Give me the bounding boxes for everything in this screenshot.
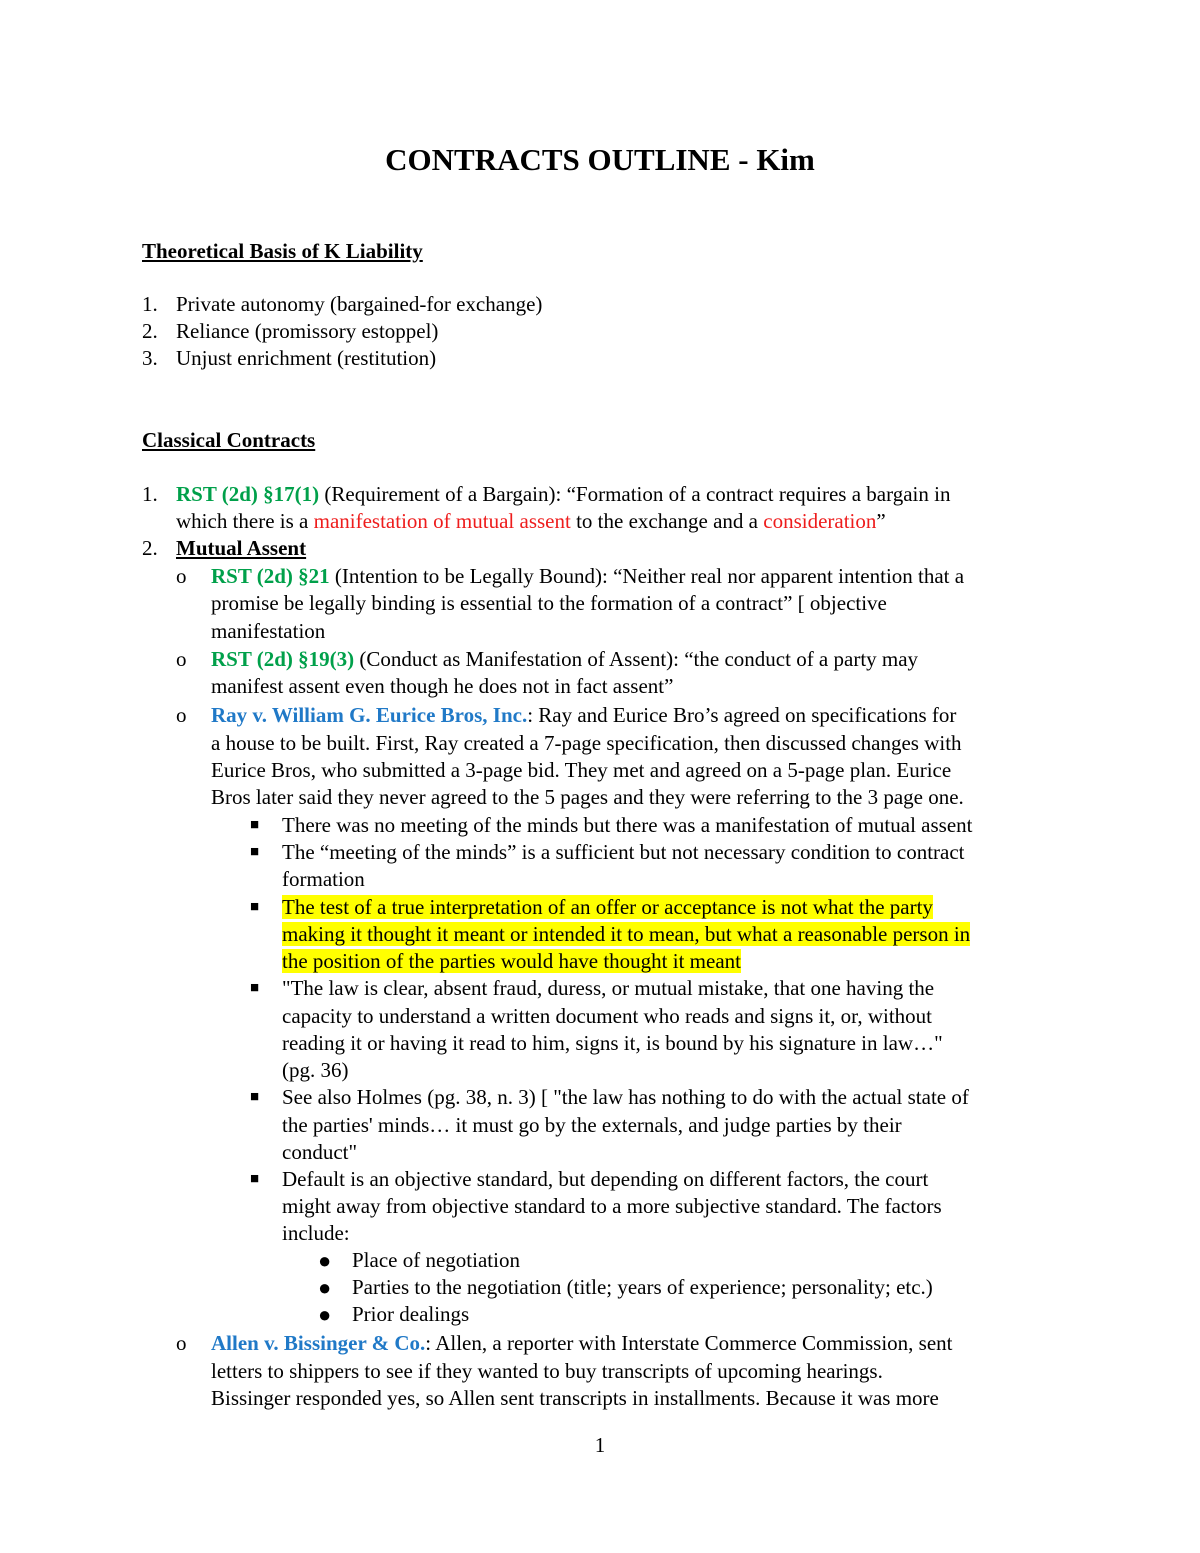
circle-bullet-icon: o <box>176 1331 187 1355</box>
list-item-text: Private autonomy (bargained-for exchange) <box>176 292 543 316</box>
rst-17-text <box>176 481 1066 508</box>
square-bullet-icon: ■ <box>250 844 260 860</box>
ray-text: : Ray and Eurice Bro’s agreed on specifications for <box>527 703 957 727</box>
rst-21-text: (Intention to be Legally Bound): “Neither real nor apparent intention that a <box>329 564 965 588</box>
mutual-assent-label: Mutual Assent <box>176 536 307 560</box>
square-bullet-icon: ■ <box>250 1171 260 1187</box>
rst-21-citation: RST (2d) §21 <box>211 564 330 588</box>
allen-case-name: Allen v. Bissinger & Co. <box>211 1331 426 1355</box>
point-text: "The law is clear, absent fraud, duress, or mutual mistake, that one having the <box>282 976 935 1000</box>
factor-text: Parties to the negotiation (title; years of experience; personality; etc.) <box>352 1275 933 1299</box>
circle-bullet-icon: o <box>176 564 187 588</box>
list-item-text: Unjust enrichment (restitution) <box>176 346 437 370</box>
ray-line2: a house to be built. First, Ray created a 7-page specification, then discussed changes with <box>211 731 962 755</box>
allen-line3: Bissinger responded yes, so Allen sent transcripts in installments. Because it was more <box>211 1386 939 1410</box>
rst-17-text-a: which there is a <box>176 509 314 533</box>
rst-17-text-c: ” <box>876 509 886 533</box>
point-text: reading it or having it read to him, signs it, is bound by his signature in law…" <box>282 1031 943 1055</box>
rst-17-line2 <box>176 508 1066 535</box>
page-title: CONTRACTS OUTLINE - Kim <box>385 142 815 177</box>
filled-dot-icon: ● <box>318 1302 332 1327</box>
circle-bullet-icon: o <box>176 703 187 727</box>
consideration-term: consideration <box>763 509 877 533</box>
highlighted-text: making it thought it meant or intended it to mean, but what a reasonable person in <box>282 922 971 946</box>
factor-text: Place of negotiation <box>352 1248 520 1272</box>
square-bullet-icon: ■ <box>250 899 260 915</box>
point-text: (pg. 36) <box>282 1058 349 1082</box>
list-number: 2. <box>142 536 158 560</box>
rst-21-line2: promise be legally binding is essential to the formation of a contract” [ objective <box>211 591 887 615</box>
rst-21-line1 <box>211 563 1071 590</box>
point-text: capacity to understand a written document who reads and signs it, or, without <box>282 1004 933 1028</box>
section-heading-classical-contracts: Classical Contracts <box>142 428 316 452</box>
filled-dot-icon: ● <box>318 1275 332 1300</box>
mutual-assent-term: manifestation of mutual assent <box>313 509 571 533</box>
point-text: Default is an objective standard, but depending on different factors, the court <box>282 1167 929 1191</box>
rst-19-line2: manifest assent even though he does not in fact assent” <box>211 674 674 698</box>
ray-line4: Bros later said they never agreed to the 5 pages and they were referring to the 3 page one. <box>211 785 964 809</box>
point-text: conduct" <box>282 1140 358 1164</box>
page-number: 1 <box>594 1433 606 1457</box>
list-number: 3. <box>142 346 158 370</box>
highlighted-text: The test of a true interpretation of an offer or acceptance is not what the party <box>282 895 933 919</box>
square-bullet-icon: ■ <box>250 817 260 833</box>
allen-line1 <box>211 1330 1071 1357</box>
rst-19-citation: RST (2d) §19(3) <box>211 647 355 671</box>
highlighted-text: the position of the parties would have thought it meant <box>282 949 741 973</box>
ray-case-name: Ray v. William G. Eurice Bros, Inc. <box>211 703 528 727</box>
rst-21-line3: manifestation <box>211 619 326 643</box>
circle-bullet-icon: o <box>176 647 187 671</box>
ray-line1 <box>211 702 1071 729</box>
rst-19-line1 <box>211 646 1071 673</box>
point-text: might away from objective standard to a more subjective standard. The factors <box>282 1194 942 1218</box>
rst-17-line1: (Requirement of a Bargain): “Formation of a contract requires a bargain in <box>319 482 951 506</box>
factor-text: Prior dealings <box>352 1302 470 1326</box>
point-text: See also Holmes (pg. 38, n. 3) [ "the law has nothing to do with the actual state of <box>282 1085 969 1109</box>
point-text <box>282 948 1072 975</box>
rst-17-text-b: to the exchange and a <box>570 509 764 533</box>
rst-17-citation: RST (2d) §17(1) <box>176 482 320 506</box>
list-number: 1. <box>142 292 158 316</box>
point-text <box>282 921 1072 948</box>
square-bullet-icon: ■ <box>250 980 260 996</box>
point-text: include: <box>282 1221 350 1245</box>
filled-dot-icon: ● <box>318 1248 332 1273</box>
point-text: formation <box>282 867 365 891</box>
list-number: 1. <box>142 482 158 506</box>
allen-text: : Allen, a reporter with Interstate Commerce Commission, sent <box>425 1331 953 1355</box>
point-text: The “meeting of the minds” is a sufficient but not necessary condition to contract <box>282 840 965 864</box>
square-bullet-icon: ■ <box>250 1089 260 1105</box>
point-text: There was no meeting of the minds but there was a manifestation of mutual assent <box>282 813 973 837</box>
rst-19-text: (Conduct as Manifestation of Assent): “the conduct of a party may <box>354 647 919 671</box>
list-item-text: Reliance (promissory estoppel) <box>176 319 439 343</box>
allen-line2: letters to shippers to see if they wanted to buy transcripts of upcoming hearings. <box>211 1359 883 1383</box>
list-number: 2. <box>142 319 158 343</box>
point-text <box>282 894 1072 921</box>
point-text: the parties' minds… it must go by the externals, and judge parties by their <box>282 1113 902 1137</box>
ray-line3: Eurice Bros, who submitted a 3-page bid. They met and agreed on a 5-page plan. Eurice <box>211 758 952 782</box>
section-heading-theoretical-basis: Theoretical Basis of K Liability <box>142 239 423 263</box>
